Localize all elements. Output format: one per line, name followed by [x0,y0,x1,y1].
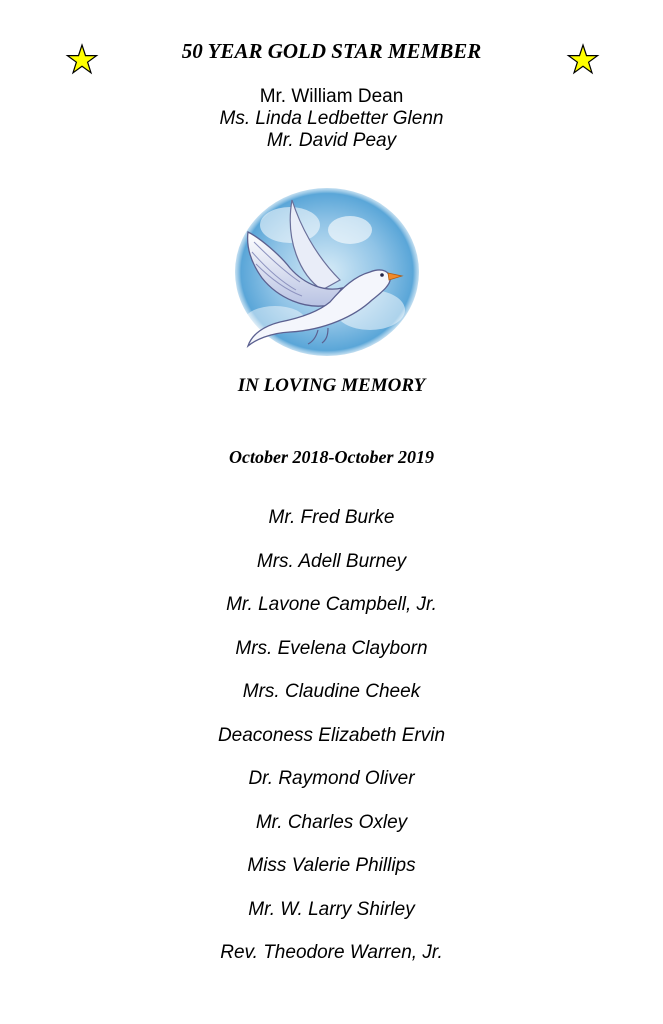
memorial-name: Deaconess Elizabeth Ervin [217,724,446,746]
memorial-name: Mr. Charles Oxley [255,811,408,833]
memorial-name: Mrs. Evelena Clayborn [235,637,428,659]
memorial-name-list [0,505,663,984]
memorial-name: Mr. Fred Burke [268,507,395,528]
right-star-icon [566,43,600,77]
dove-illustration [230,180,420,358]
gold-star-member: Mr. William Dean [259,86,404,107]
memorial-name: Mr. Lavone Campbell, Jr. [226,594,437,615]
memorial-title: IN LOVING MEMORY [237,375,426,396]
memorial-name: Dr. Raymond Oliver [248,768,415,789]
memorial-name: Rev. Theodore Warren, Jr. [220,942,443,963]
gold-star-title: 50 YEAR GOLD STAR MEMBER [181,39,482,63]
gold-star-member: Mr. David Peay [266,130,397,151]
memorial-name: Mrs. Claudine Cheek [242,681,421,702]
memorial-name: Mr. W. Larry Shirley [248,898,415,920]
memorial-name: Mrs. Adell Burney [256,550,407,572]
gold-star-member: Ms. Linda Ledbetter Glenn [219,108,444,129]
memorial-date-range: October 2018-October 2019 [229,447,434,467]
memorial-name: Miss Valerie Phillips [247,855,416,876]
gold-star-member-list [0,86,663,152]
